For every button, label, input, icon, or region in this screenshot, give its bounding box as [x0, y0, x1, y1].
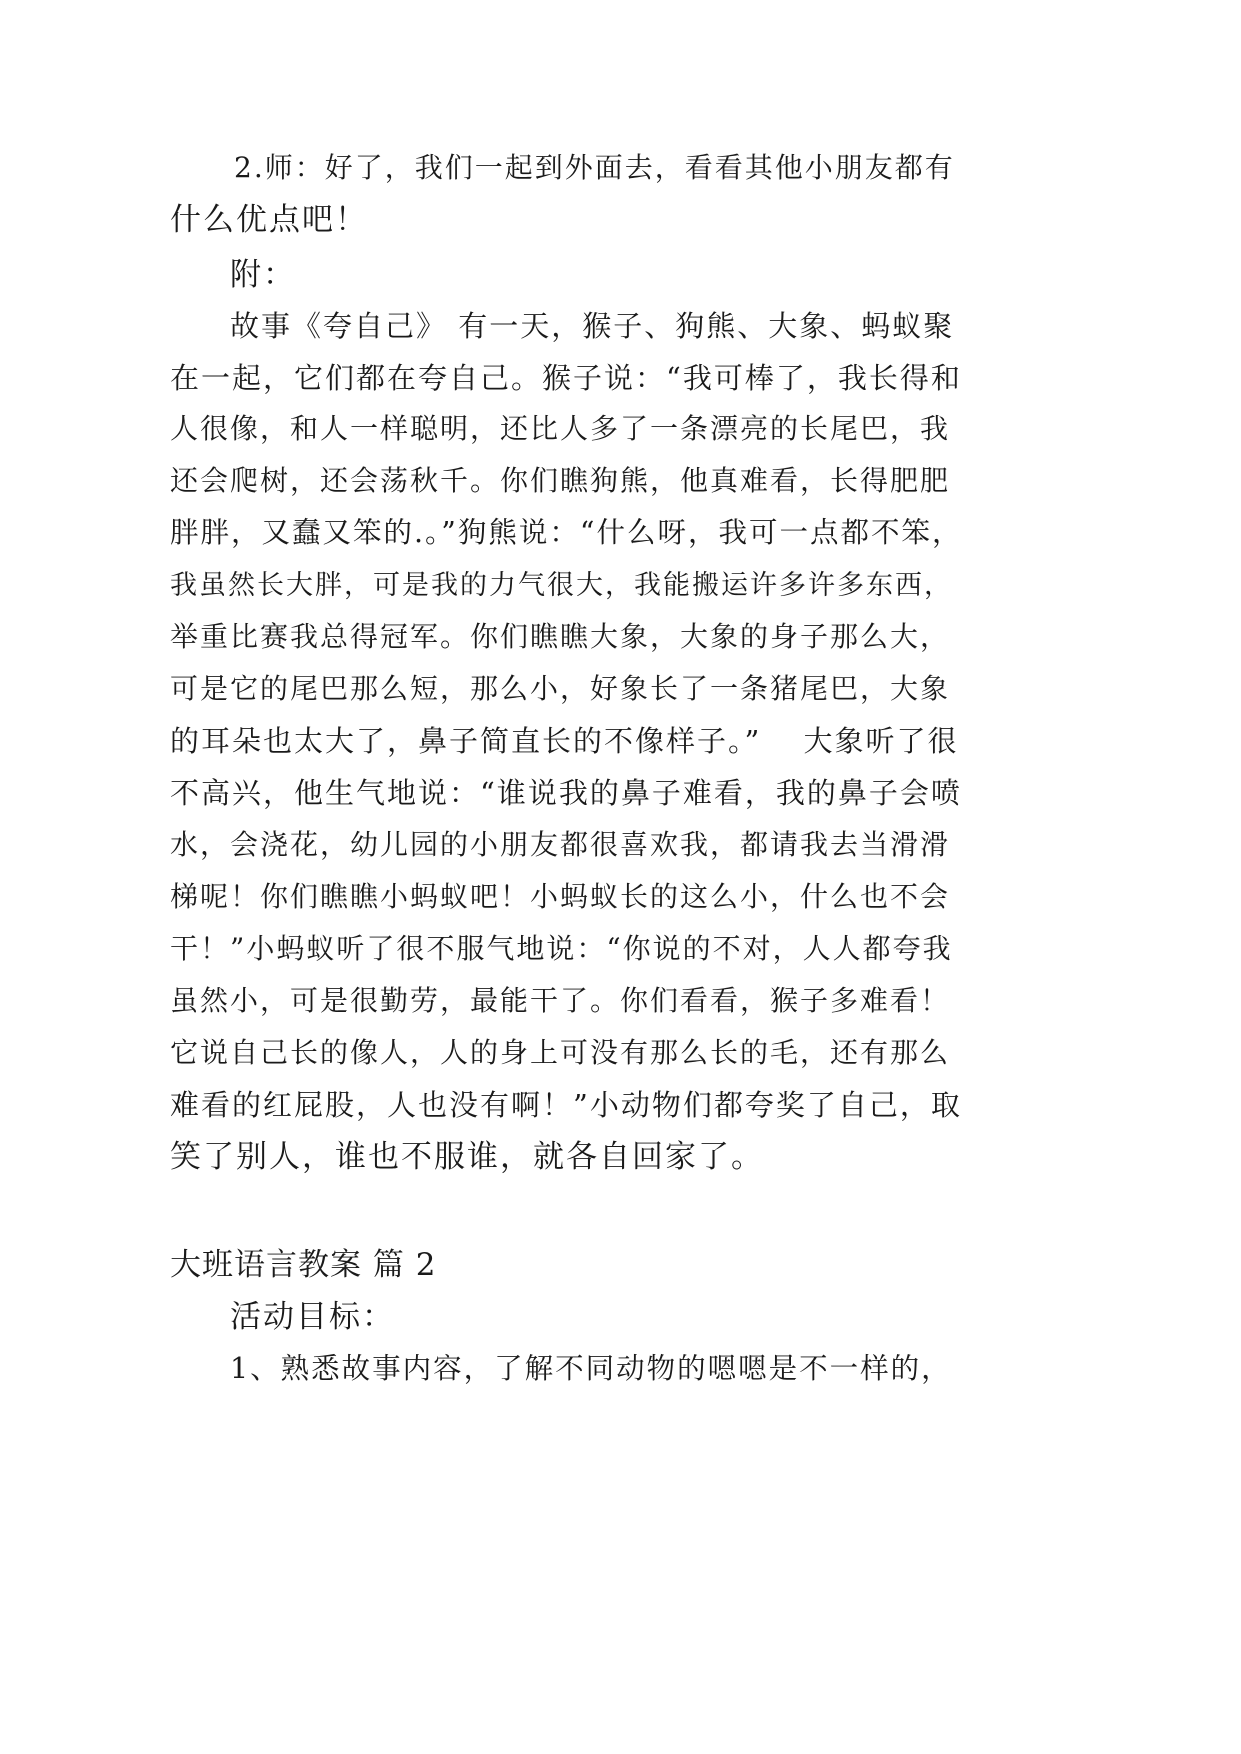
appendix-label: 附：	[230, 257, 296, 293]
section-heading: 大班语言教案 篇 2	[170, 1247, 437, 1283]
story-line-13: 干！”小蚂蚁听了很不服气地说：“你说的不对，人人都夸我	[170, 932, 953, 965]
story-line-17: 笑了别人，谁也不服谁，就各自回家了。	[170, 1139, 764, 1175]
story-line-8: 可是它的尾巴那么短，那么小，好象长了一条猪尾巴，大象	[170, 672, 951, 705]
story-line-4: 还会爬树，还会荡秋千。你们瞧狗熊，他真难看，长得肥肥	[170, 464, 951, 497]
story-line-2: 在一起，它们都在夸自己。猴子说：“我可棒了，我长得和	[170, 361, 962, 395]
paragraph-1-line-2: 什么优点吧！	[170, 202, 368, 238]
story-line-16: 难看的红屁股，人也没有啊！”小动物们都夸奖了自己，取	[170, 1088, 962, 1122]
activity-goal-label: 活动目标：	[230, 1299, 395, 1335]
goal-1: 1、熟悉故事内容，了解不同动物的嗯嗯是不一样的，	[230, 1352, 952, 1385]
story-line-7: 举重比赛我总得冠军。你们瞧瞧大象，大象的身子那么大，	[170, 620, 951, 653]
story-line-14: 虽然小，可是很勤劳，最能干了。你们看看，猴子多难看！	[170, 984, 951, 1017]
story-line-3: 人很像，和人一样聪明，还比人多了一条漂亮的长尾巴，我	[170, 412, 951, 445]
story-line-9: 的耳朵也太大了，鼻子简直长的不像样子。” 大象听了很	[170, 724, 959, 758]
story-line-11: 水，会浇花，幼儿园的小朋友都很喜欢我，都请我去当滑滑	[170, 828, 951, 861]
story-line-12: 梯呢！你们瞧瞧小蚂蚁吧！小蚂蚁长的这么小，什么也不会	[170, 880, 951, 913]
story-line-5: 胖胖，又蠢又笨的.。”狗熊说：“什么呀，我可一点都不笨，	[170, 516, 963, 549]
story-line-1: 故事《夸自己》 有一天，猴子、狗熊、大象、蚂蚁聚	[230, 309, 955, 343]
story-line-10: 不高兴，他生气地说：“谁说我的鼻子难看，我的鼻子会喷	[170, 776, 962, 810]
story-line-6: 我虽然长大胖，可是我的力气很大，我能搬运许多许多东西，	[170, 570, 953, 601]
paragraph-1-line-1: 2.师：好了，我们一起到外面去，看看其他小朋友都有	[234, 151, 955, 184]
story-line-15: 它说自己长的像人，人的身上可没有那么长的毛，还有那么	[170, 1036, 951, 1069]
